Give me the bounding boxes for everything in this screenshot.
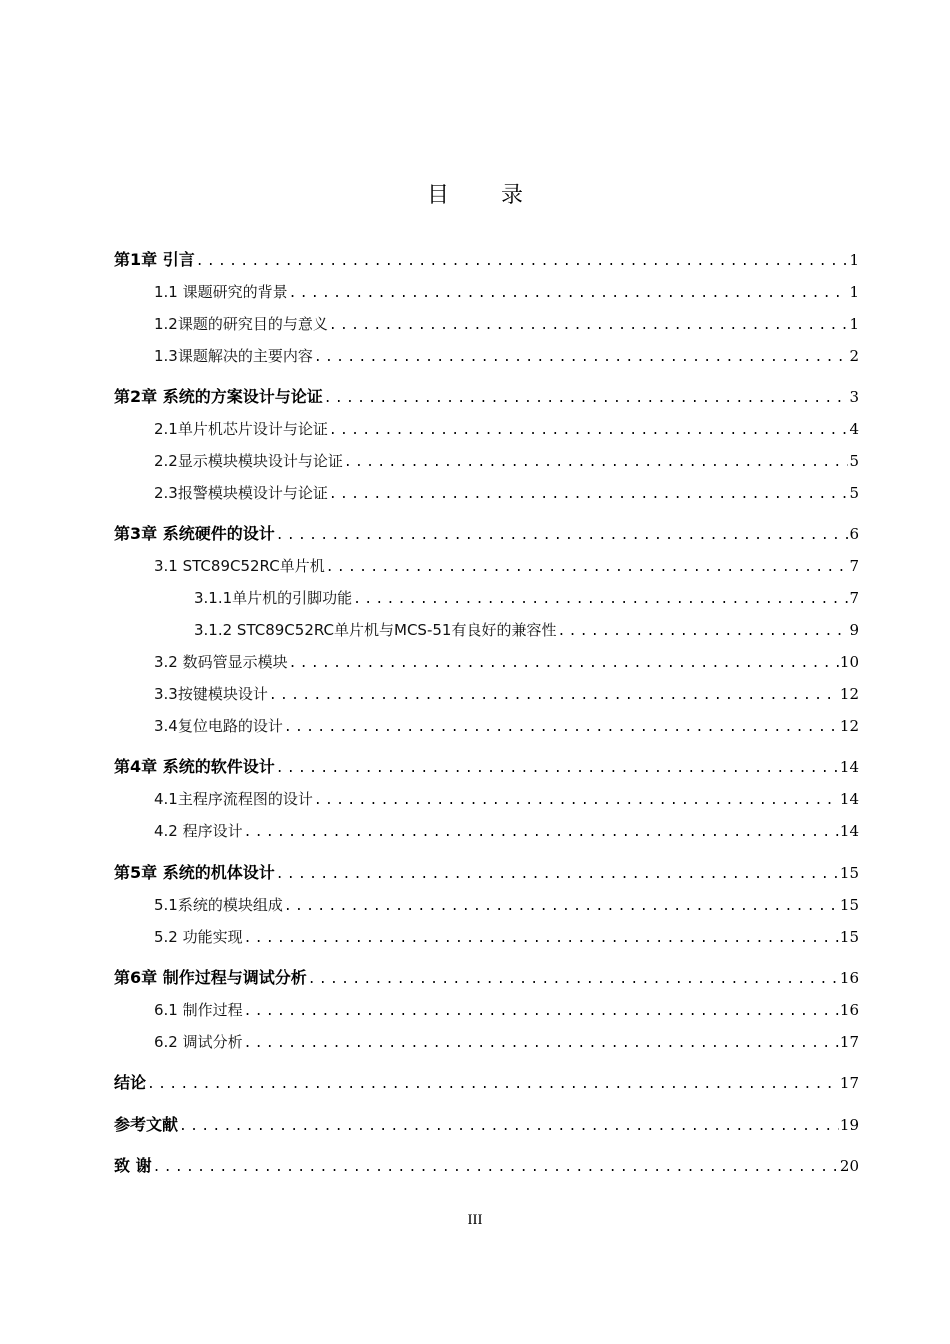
dot-leader	[153, 1156, 839, 1176]
dot-leader	[244, 821, 839, 841]
dot-leader	[329, 419, 849, 439]
toc-entry-5-2[interactable]: 5.2 功能实现 ..... 15	[114, 925, 859, 947]
toc-page-number: 15	[839, 928, 859, 946]
dot-leader	[196, 250, 849, 270]
toc-entry-1-1[interactable]: 1.1 课题研究的背景 ..... 1	[114, 280, 859, 302]
dot-leader	[269, 684, 839, 704]
dot-leader	[329, 483, 849, 503]
toc-page-number: 6	[849, 525, 859, 543]
dot-leader	[244, 927, 839, 947]
toc-page-number: 3	[849, 388, 859, 406]
dot-leader	[147, 1073, 839, 1093]
toc-entry-3-3[interactable]: 3.3按键模块设计 ..... 12	[114, 682, 859, 704]
dot-leader	[244, 1000, 839, 1020]
toc-page-number: 1	[849, 251, 859, 269]
toc-page-number: 7	[849, 589, 859, 607]
dot-leader	[244, 1032, 839, 1052]
dot-leader	[314, 346, 849, 366]
toc-entry-5-1[interactable]: 5.1系统的模块组成 ..... 15	[114, 893, 859, 915]
toc-page-number: 14	[839, 790, 859, 808]
toc-entry-6-1[interactable]: 6.1 制作过程 ..... 16	[114, 998, 859, 1020]
toc-page-number: 17	[839, 1033, 859, 1051]
toc-entry-3-1[interactable]: 3.1 STC89C52RC单片机 ..... 7	[114, 554, 859, 576]
toc-page-number: 19	[839, 1116, 859, 1134]
toc-entry-chapter-1[interactable]: 第1章 引言 ..... 1	[114, 248, 859, 270]
dot-leader	[326, 556, 849, 576]
toc-page-number: 14	[839, 758, 859, 776]
dot-leader	[179, 1115, 839, 1135]
dot-leader	[284, 895, 839, 915]
dot-leader	[353, 588, 848, 608]
title-char-2: 录	[501, 183, 524, 208]
toc-page-number: 17	[839, 1074, 859, 1092]
toc-page-number: 15	[839, 896, 859, 914]
toc-page-number: 2	[849, 347, 859, 365]
toc-page-number: 1	[849, 315, 859, 333]
toc-entry-1-3[interactable]: 1.3课题解决的主要内容 ..... 2	[114, 344, 859, 366]
toc-entry-4-2[interactable]: 4.2 程序设计 ..... 14	[114, 819, 859, 841]
dot-leader	[329, 314, 849, 334]
toc-page-number: 4	[849, 420, 859, 438]
dot-leader	[344, 451, 849, 471]
toc-entry-1-2[interactable]: 1.2课题的研究目的与意义 ..... 1	[114, 312, 859, 334]
page-title	[0, 178, 950, 209]
toc-entry-3-1-2[interactable]: 3.1.2 STC89C52RC单片机与MCS-51有良好的兼容性 ..... 9	[114, 618, 859, 640]
toc-page-number: 1	[849, 283, 859, 301]
toc-entry-6-2[interactable]: 6.2 调试分析 ..... 17	[114, 1030, 859, 1052]
toc-page-number: 15	[839, 864, 859, 882]
toc-page-number: 12	[839, 685, 859, 703]
dot-leader	[314, 789, 839, 809]
toc-page-number: 12	[839, 717, 859, 735]
toc-entry-chapter-4[interactable]: 第4章 系统的软件设计 ..... 14	[114, 755, 859, 777]
dot-leader	[557, 620, 848, 640]
toc-page-number: 20	[839, 1157, 859, 1175]
toc-entry-3-4[interactable]: 3.4复位电路的设计 ..... 12	[114, 714, 859, 736]
dot-leader	[289, 282, 849, 302]
toc-page-number: 10	[839, 653, 859, 671]
toc-entry-chapter-6[interactable]: 第6章 制作过程与调试分析 ..... 16	[114, 966, 859, 988]
dot-leader	[276, 757, 839, 777]
title-char-1: 目	[426, 183, 449, 208]
toc-entry-3-2[interactable]: 3.2 数码管显示模块 ..... 10	[114, 650, 859, 672]
toc-entry-acknowledgements[interactable]: 致 谢 ..... 20	[114, 1154, 859, 1176]
dot-leader	[276, 863, 839, 883]
toc-page-number: 14	[839, 822, 859, 840]
toc-page-number: 9	[849, 621, 859, 639]
dot-leader	[284, 716, 839, 736]
toc-entry-chapter-3[interactable]: 第3章 系统硬件的设计 ..... 6	[114, 522, 859, 544]
toc-entry-chapter-5[interactable]: 第5章 系统的机体设计 ..... 15	[114, 861, 859, 883]
toc-page-number: 5	[849, 484, 859, 502]
toc-entry-3-1-1[interactable]: 3.1.1单片机的引脚功能 ..... 7	[114, 586, 859, 608]
toc-entry-conclusion[interactable]: 结论 ..... 17	[114, 1071, 859, 1093]
toc-page-number: 7	[849, 557, 859, 575]
toc-entry-2-3[interactable]: 2.3报警模块模设计与论证 ..... 5	[114, 481, 859, 503]
toc-page-number: 16	[839, 1001, 859, 1019]
dot-leader	[276, 524, 849, 544]
dot-leader	[324, 387, 849, 407]
toc-entry-4-1[interactable]: 4.1主程序流程图的设计 ..... 14	[114, 787, 859, 809]
toc-entry-references[interactable]: 参考文献 ..... 19	[114, 1113, 859, 1135]
toc-entry-2-1[interactable]: 2.1单片机芯片设计与论证 ..... 4	[114, 417, 859, 439]
toc-entry-chapter-2[interactable]: 第2章 系统的方案设计与论证 ..... 3	[114, 385, 859, 407]
page-number-footer: III	[467, 1212, 483, 1228]
dot-leader	[289, 652, 839, 672]
toc-entry-2-2[interactable]: 2.2显示模块模块设计与论证 ..... 5	[114, 449, 859, 471]
dot-leader	[308, 968, 839, 988]
toc-page-number: 5	[849, 452, 859, 470]
toc-page-number: 16	[839, 969, 859, 987]
